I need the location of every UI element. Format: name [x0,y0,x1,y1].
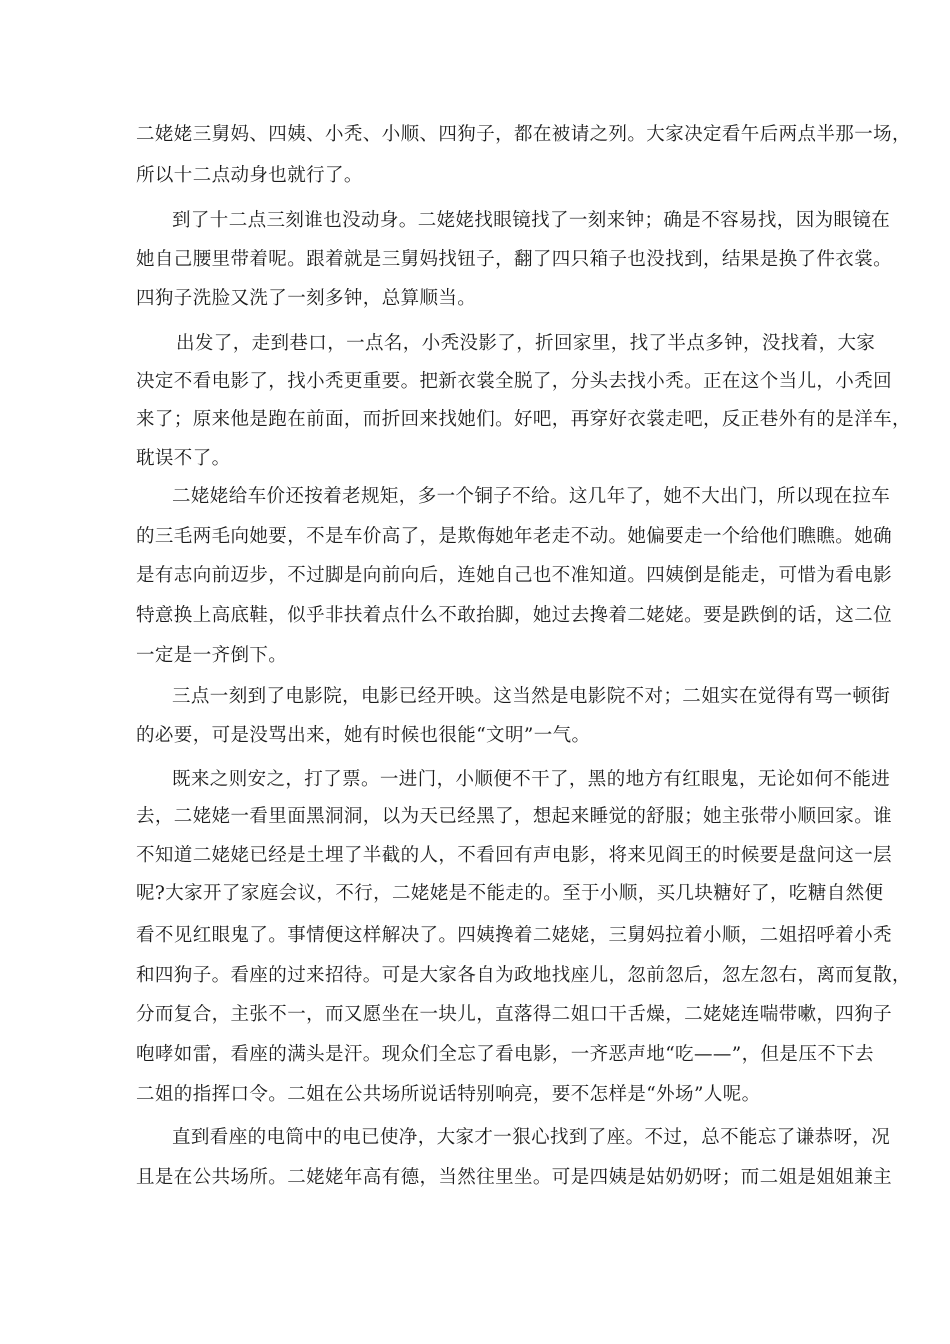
paragraph-first-line: 既来之则安之，打了票。一进门，小顺便不干了，黑的地方有红眼鬼，无论如何不能进 [172,769,891,790]
text-line: 决定不看电影了，找小秃更重要。把新衣裳全脱了，分头去找小秃。正在这个当儿，小秃回 [136,371,893,392]
paragraph-first-line: 到了十二点三刻谁也没动身。二姥姥找眼镜找了一刻来钟；确是不容易找，因为眼镜在 [172,210,891,231]
text-line: 来了；原来他是跑在前面，而折回来找她们。好吧，再穿好衣裳走吧，反正巷外有的是洋车， [136,409,911,430]
paragraph-first-line: 三点一刻到了电影院，电影已经开映。这当然是电影院不对；二姐实在觉得有骂一顿街 [172,686,891,707]
text-line: 她自己腰里带着呢。跟着就是三舅妈找钮子，翻了四只箱子也没找到，结果是换了件衣裳。 [136,249,893,270]
text-line: 分而复合，主张不一，而又愿坐在一块儿，直落得二姐口干舌燥，二姥姥连喘带嗽，四狗子 [136,1004,893,1025]
text-line: 不知道二姥姥已经是土埋了半截的人，不看回有声电影，将来见阎王的时候要是盘问这一层 [136,845,893,866]
text-line: 所以十二点动身也就行了。 [136,165,363,186]
text-line: 的三毛两毛向她要，不是车价高了，是欺侮她年老走不动。她偏要走一个给他们瞧瞧。她确 [136,526,893,547]
text-line: 和四狗子。看座的过来招待。可是大家各自为政地找座儿，忽前忽后，忽左忽右，离而复散， [136,965,911,986]
text-line: 去，二姥姥一看里面黑洞洞，以为天已经黑了，想起来睡觉的舒服；她主张带小顺回家。谁 [136,806,893,827]
text-line: 四狗子洗脸又洗了一刻多钟，总算顺当。 [136,288,477,309]
text-line: 二姥姥三舅妈、四姨、小秃、小顺、四狗子，都在被请之列。大家决定看午后两点半那一场， [136,124,911,145]
paragraph-first-line: 二姥姥给车价还按着老规矩，多一个铜子不给。这几年了，她不大出门，所以现在拉车 [172,486,891,507]
text-line: 一定是一齐倒下。 [136,645,288,666]
paragraph-first-line: 出发了，走到巷口，一点名，小秃没影了，折回家里，找了半点多钟，没找着，大家 [176,333,876,354]
text-line: 特意换上高底鞋，似乎非扶着点什么不敢抬脚，她过去搀着二姥姥。要是跌倒的话，这二位 [136,605,893,626]
text-line: 的必要，可是没骂出来，她有时候也很能“文明”一气。 [136,725,591,746]
text-line: 咆哮如雷，看座的满头是汗。现众们全忘了看电影，一齐恶声地“吃——”，但是压不下去 [136,1044,874,1065]
text-line: 耽误不了。 [136,448,231,469]
text-line: 呢?大家开了家庭会议，不行，二姥姥是不能走的。至于小顺，买几块糖好了，吃糖自然便 [136,883,884,904]
text-line: 二姐的指挥口令。二姐在公共场所说话特别响亮，要不怎样是“外场”人呢。 [136,1084,761,1105]
paragraph-first-line: 直到看座的电筒中的电已使净，大家才一狠心找到了座。不过，总不能忘了谦恭呀，况 [172,1127,891,1148]
text-line: 是有志向前迈步，不过脚是向前向后，连她自己也不准知道。四姨倒是能走，可惜为看电影 [136,565,893,586]
text-line: 看不见红眼鬼了。事情便这样解决了。四姨搀着二姥姥，三舅妈拉着小顺，二姐招呼着小秃 [136,925,893,946]
text-line: 且是在公共场所。二姥姥年高有德，当然往里坐。可是四姨是姑奶奶呀；而二姐是姐姐兼主 [136,1167,893,1188]
